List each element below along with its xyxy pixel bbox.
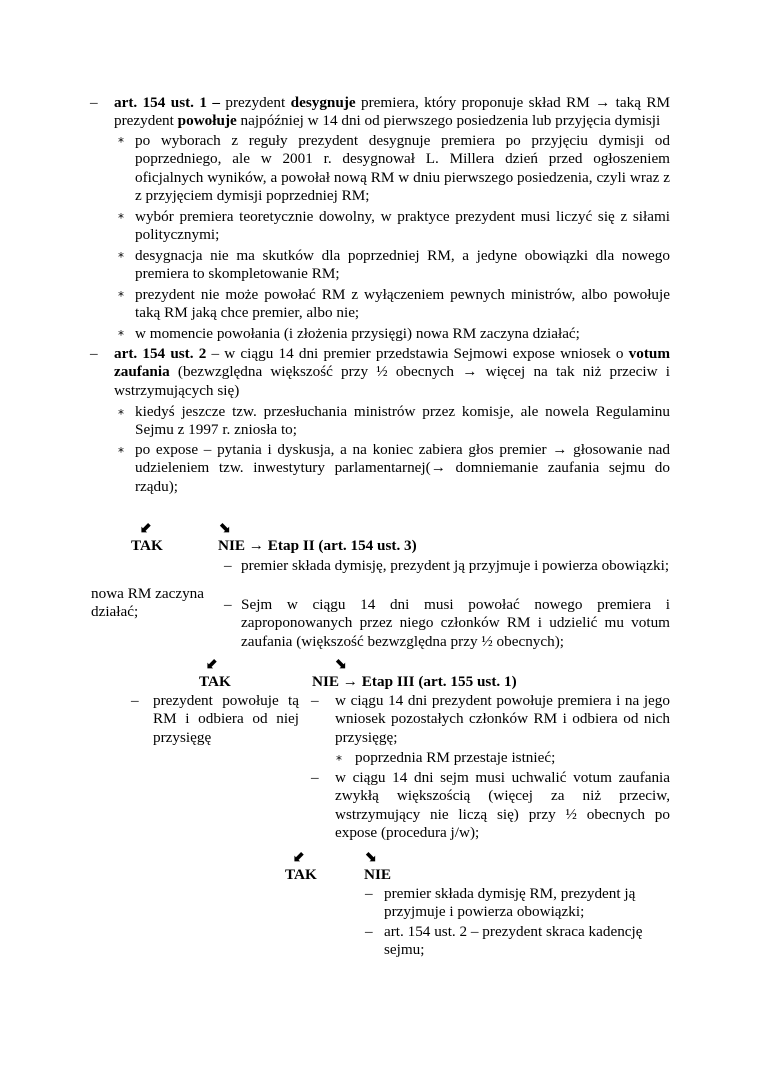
art1-ref: art. 154 ust. 1 –	[114, 94, 220, 111]
stage3-nie-item-1: premier składa dymisję RM, prezydent ją przyjmuje i powierza obowiązki;	[384, 885, 636, 921]
arrow-down-right-icon: ⬊	[218, 518, 231, 536]
stage2-nie-bullet: poprzednia RM przestaje istnieć;	[355, 749, 556, 766]
bullet-star-icon: *	[118, 250, 124, 264]
stage2-tak-text: prezydent powołuje tą RM i odbiera od niej przysięgę	[153, 692, 299, 746]
art2-bullet-1: kiedyś jeszcze tzw. przesłuchania ministrów przez komisje, ale nowela Regulaminu Sejmu z 1997 r. zniosła to;	[135, 403, 670, 439]
stage1-nie: NIE → Etap II (art. 154 ust. 3)	[218, 537, 417, 554]
art2-ref: art. 154 ust. 2	[114, 345, 207, 362]
arrow-down-left-icon: ⬋	[206, 654, 219, 672]
stage2-tak-dash: –	[131, 692, 139, 709]
bullet-star-icon: *	[118, 289, 124, 303]
stage1-tak: TAK	[131, 537, 163, 554]
bullet-star-icon: *	[118, 135, 124, 149]
arrow-down-left-icon: ⬋	[140, 518, 153, 536]
stage3-dash-1: –	[365, 885, 373, 902]
bullet-star-icon: *	[336, 753, 342, 767]
art1-paragraph	[114, 94, 670, 131]
stage2-nie: NIE → Etap III (art. 155 ust. 1)	[312, 673, 517, 690]
stage2-dash-1: –	[311, 692, 319, 709]
stage2-dash-2: –	[311, 769, 319, 786]
stage3-dash-2: –	[365, 923, 373, 940]
art1-dash: –	[90, 94, 98, 111]
art1-text-1: prezydent	[219, 94, 291, 111]
art1-bullet-1-end: z przyjęciem dymisji poprzedniej RM;	[135, 187, 370, 204]
arrow-down-left-icon: ⬋	[293, 847, 306, 865]
bullet-star-icon: *	[118, 211, 124, 225]
art2-bullet-2: po expose – pytania i dyskusja, a na koniec zabiera głos premier → głosowanie nad udzieleniem tzw. inwestytury parlamentarnej(→ domniemanie zaufania sejmu do rządu);	[135, 441, 670, 495]
art1-bullet-4: prezydent nie może powołać RM z wyłączeniem pewnych ministrów, albo powołuje taką RM jaką chce premier, albo nie;	[135, 286, 670, 322]
art2-dash: –	[90, 345, 98, 362]
art1-text-2: premiera, który proponuje skład RM → taką RM prezydent	[114, 94, 671, 130]
art1-bullet-5: w momencie powołania (i złożenia przysięgi) nowa RM zaczyna działać;	[135, 325, 580, 342]
stage3-tak: TAK	[285, 866, 317, 883]
art2-text-2: (bezwzględna większość przy ½ obecnych → więcej na tak niż przeciw i wstrzymujących się)	[114, 363, 670, 399]
art2-text-1: – w ciągu 14 dni premier przedstawia Sejmowi expose wniosek o	[206, 345, 629, 362]
bullet-star-icon: *	[118, 445, 124, 459]
arrow-down-right-icon: ⬊	[334, 654, 347, 672]
art2-votum: votum zaufania	[114, 345, 671, 381]
art1-bullet-1: po wyborach z reguły prezydent desygnuje premiera po przyjęciu dymisji od poprzedniego, ale w 2001 r. desygnował L. Millera dzień przed ogłoszeniem oficjalnych wyników, a powołał nową RM w dniu pierwszego posiedzenia, czyli wraz z	[135, 132, 670, 186]
stage1-dash-2: –	[224, 596, 232, 613]
art1-text-3: najpóźniej w 14 dni od pierwszego posiedzenia lub przyjęcia dymisji	[236, 112, 661, 130]
arrow-down-right-icon: ⬊	[364, 847, 377, 865]
stage2-nie-item-2: w ciągu 14 dni sejm musi uchwalić votum zaufania zwykłą większością (więcej za niż przeciw, wstrzymujący nie liczą się) przy ½ obecnych po expose (procedura j/w);	[335, 769, 670, 842]
art1-bullet-3: desygnacja nie ma skutków dla poprzedniej RM, a jedyne obowiązki dla nowego premiera to skompletowanie RM;	[135, 247, 670, 283]
stage1-dash-1: –	[224, 557, 232, 574]
stage2-nie-item-1: w ciągu 14 dni prezydent powołuje premiera i na jego wniosek pozostałych członków RM i odbiera od nich przysięgę;	[335, 692, 670, 746]
art2-paragraph	[114, 345, 670, 400]
stage1-tak-text: nowa RM zaczyna działać;	[91, 585, 205, 621]
art1-bullet-2: wybór premiera teoretycznie dowolny, w praktyce prezydent musi liczyć się z siłami politycznymi;	[135, 208, 670, 244]
stage1-nie-item-1: premier składa dymisję, prezydent ją przyjmuje i powierza obowiązki;	[241, 557, 670, 574]
stage1-nie-item-2: Sejm w ciągu 14 dni musi powołać nowego premiera i zaproponowanych przez niego członków RM i udzielić mu votum zaufania (większość bezwzględna przy ½ obecnych);	[241, 596, 670, 650]
art1-desygnuje: desygnuje	[290, 94, 356, 111]
stage3-nie: NIE	[364, 866, 392, 883]
art1-powoluje: powołuje	[177, 112, 237, 130]
bullet-star-icon: *	[118, 407, 124, 421]
bullet-star-icon: *	[118, 328, 124, 342]
stage3-nie-item-2: art. 154 ust. 2 – prezydent skraca kadencję sejmu;	[384, 923, 643, 959]
stage2-tak: TAK	[199, 673, 231, 690]
